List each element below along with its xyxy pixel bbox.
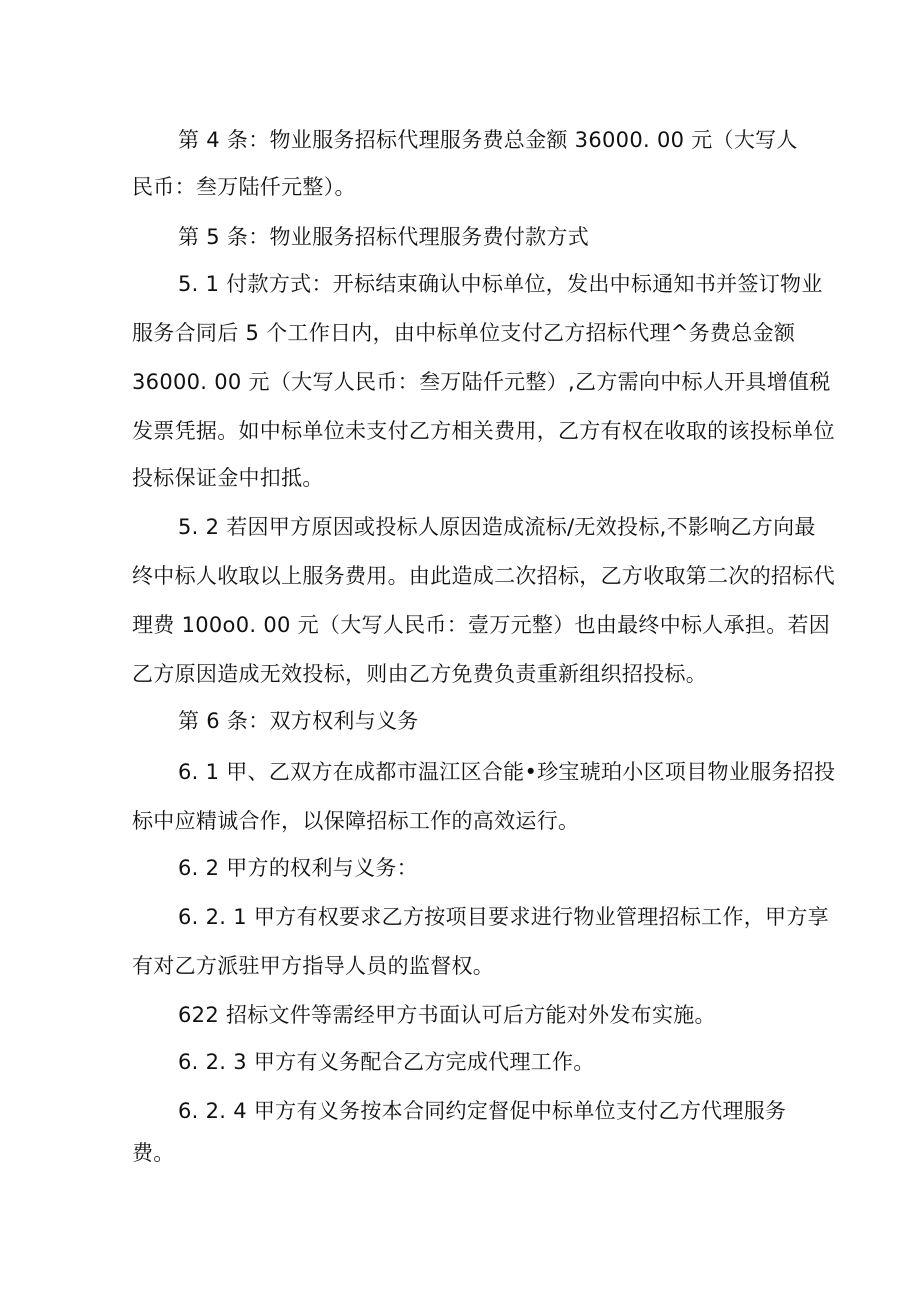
- clause-6-heading: 第 6 条：双方权利与义务: [178, 709, 419, 733]
- clause-6-2-heading: 6. 2 甲方的权利与义务：: [178, 856, 418, 880]
- clause-6-2-3-line: 6. 2. 3 甲方有义务配合乙方完成代理工作。: [178, 1050, 595, 1074]
- clause-5-2-line-3: 理费 100o0. 00 元（大写人民币：壹万元整）也由最终中标人承担。若因: [132, 613, 831, 637]
- clause-5-heading: 第 5 条：物业服务招标代理服务费付款方式: [178, 225, 590, 249]
- clause-5-1-line-3: 36000. 00 元（大写人民币：叁万陆仟元整）,乙方需向中标人开具增值税: [132, 370, 831, 394]
- clause-6-2-2-line: 622 招标文件等需经甲方书面认可后方能对外发布实施。: [178, 1003, 716, 1027]
- clause-5-1-line-5: 投标保证金中扣抵。: [132, 466, 324, 490]
- clause-5-2-line-4: 乙方原因造成无效投标，则由乙方免费负责重新组织招投标。: [132, 662, 708, 686]
- clause-6-2-1-line-2: 有对乙方派驻甲方指导人员的监督权。: [132, 954, 495, 978]
- clause-6-1-line-2: 标中应精诚合作，以保障招标工作的高效运行。: [132, 809, 580, 833]
- clause-4-line-1: 第 4 条：物业服务招标代理服务费总金额 36000. 00 元（大写人: [178, 128, 798, 152]
- clause-6-1-line-1: 6. 1 甲、乙双方在成都市温江区合能•珍宝琥珀小区项目物业服务招投: [178, 760, 836, 784]
- clause-4-line-2: 民币：叁万陆仟元整）。: [132, 175, 356, 199]
- clause-6-2-4-line-1: 6. 2. 4 甲方有义务按本合同约定督促中标单位支付乙方代理服务: [178, 1099, 787, 1123]
- clause-5-1-line-4: 发票凭据。如中标单位未支付乙方相关费用，乙方有权在收取的该投标单位: [132, 419, 835, 443]
- clause-5-1-line-1: 5. 1 付款方式：开标结束确认中标单位，发出中标通知书并签订物业: [178, 272, 823, 296]
- clause-6-2-1-line-1: 6. 2. 1 甲方有权要求乙方按项目要求进行物业管理招标工作，甲方享: [178, 905, 829, 929]
- clause-5-2-line-2: 终中标人收取以上服务费用。由此造成二次招标，乙方收取第二次的招标代: [132, 564, 835, 588]
- clause-5-2-line-1: 5. 2 若因甲方原因或投标人原因造成流标/无效投标,不影响乙方向最: [178, 515, 816, 539]
- clause-5-1-line-2: 服务合同后 5 个工作日内，由中标单位支付乙方招标代理^务费总金额: [132, 321, 796, 345]
- clause-6-2-4-line-2: 费。: [132, 1141, 175, 1165]
